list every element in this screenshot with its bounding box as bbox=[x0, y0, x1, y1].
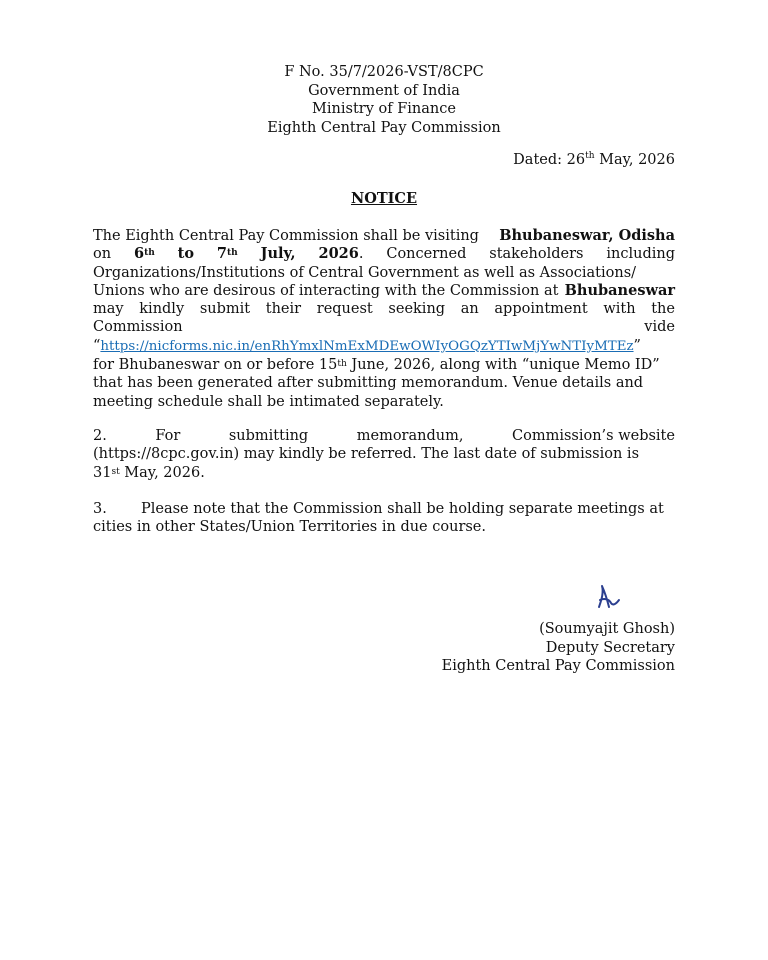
ministry-line: Ministry of Finance bbox=[312, 101, 456, 117]
appointment-link[interactable]: https://nicforms.nic.in/enRhYmxlNmExMDEwOWIyOGQzYTIwMjYwNTIyMTEz bbox=[100, 338, 634, 354]
paragraph-3 bbox=[93, 500, 675, 537]
dated-suffix: May, 2026 bbox=[594, 152, 675, 168]
p1-line-2 bbox=[93, 245, 675, 263]
p1-line-8: for Bhubaneswar on or before 15th June, 2026, along with “unique Memo ID” bbox=[93, 357, 660, 374]
file-number: F No. 35/7/2026-VST/8CPC bbox=[284, 64, 484, 80]
p1-l5-w: seeking bbox=[388, 301, 446, 318]
p1-l6-commission: Commission bbox=[93, 319, 183, 336]
p1-l5-w: with bbox=[603, 301, 636, 318]
notice-title-text: NOTICE bbox=[350, 190, 418, 207]
p2-w: For bbox=[155, 428, 181, 444]
signatory-designation: Deputy Secretary bbox=[545, 639, 675, 656]
p1-l1-text: The Eighth Central Pay Commission shall be visiting bbox=[93, 228, 479, 244]
paragraph-1 bbox=[93, 227, 675, 411]
p1-l2-july: July, bbox=[260, 245, 296, 263]
p1-l6-vide: vide bbox=[644, 319, 675, 336]
paragraph-2 bbox=[93, 427, 675, 482]
signatory-block bbox=[442, 620, 675, 676]
p1-l5-w: their bbox=[265, 301, 302, 318]
p2-number: 2. bbox=[93, 428, 107, 444]
dated-sup: th bbox=[585, 151, 595, 161]
p1-line-3: Organizations/Institutions of Central Government as well as Associations/ bbox=[93, 264, 637, 281]
p2-line-3: 31st May, 2026. bbox=[93, 464, 205, 481]
p1-line-1 bbox=[93, 227, 675, 245]
p1-l2-year: 2026. bbox=[318, 245, 364, 263]
signature-mark bbox=[596, 583, 622, 611]
p1-l5-w: request bbox=[316, 301, 373, 318]
visit-city: Bhubaneswar, Odisha bbox=[499, 227, 675, 244]
p1-line-4 bbox=[93, 282, 675, 300]
p3-line-2: cities in other States/Union Territories in due course. bbox=[93, 519, 487, 536]
p2-line-1 bbox=[93, 427, 675, 445]
p1-l5-w: may bbox=[93, 301, 124, 318]
visit-end-date: 7th bbox=[216, 245, 238, 263]
document-header bbox=[0, 63, 768, 137]
p1-l2-w: including bbox=[606, 246, 675, 263]
p2-line-2: (https://8cpc.gov.in) may kindly be referred. The last date of submission is bbox=[93, 446, 640, 463]
dated-prefix: Dated: 26 bbox=[513, 152, 586, 168]
p1-l2-w: Concerned bbox=[386, 246, 467, 263]
signatory-org: Eighth Central Pay Commission bbox=[441, 658, 675, 674]
p1-l2-on: on bbox=[93, 246, 112, 263]
quote-close: ” bbox=[633, 337, 641, 354]
p1-l5-w: kindly bbox=[139, 301, 185, 318]
p1-l4-text: Unions who are desirous of interacting with the Commission at bbox=[93, 282, 559, 299]
p2-w: memorandum, bbox=[356, 428, 464, 444]
dated-line bbox=[513, 152, 675, 168]
p2-w: submitting bbox=[228, 428, 309, 444]
government-line: Government of India bbox=[308, 82, 460, 99]
visit-start-date: 6th bbox=[133, 245, 155, 263]
p1-line-5 bbox=[93, 300, 675, 318]
p1-l4-city: Bhubaneswar bbox=[564, 281, 675, 299]
p1-l2-w: stakeholders bbox=[489, 246, 584, 263]
p2-w: Commission’s website bbox=[512, 428, 675, 444]
p1-l5-w: an bbox=[460, 301, 479, 318]
quote-open: “ bbox=[93, 337, 101, 354]
p1-l5-w: appointment bbox=[494, 301, 588, 318]
notice-title bbox=[0, 190, 768, 207]
p1-line-7 bbox=[93, 337, 675, 356]
commission-line: Eighth Central Pay Commission bbox=[267, 119, 501, 136]
p1-l2-to: to bbox=[177, 245, 195, 263]
p1-l5-w: the bbox=[651, 301, 675, 318]
signatory-name: (Soumyajit Ghosh) bbox=[539, 621, 675, 637]
p1-line-6 bbox=[93, 318, 675, 336]
p1-line-10: meeting schedule shall be intimated separately. bbox=[93, 393, 444, 410]
p1-line-9: that has been generated after submitting memorandum. Venue details and bbox=[93, 375, 644, 392]
p1-l5-w: submit bbox=[199, 301, 251, 318]
p3-line-1: 3. Please note that the Commission shall be holding separate meetings at bbox=[93, 501, 664, 517]
